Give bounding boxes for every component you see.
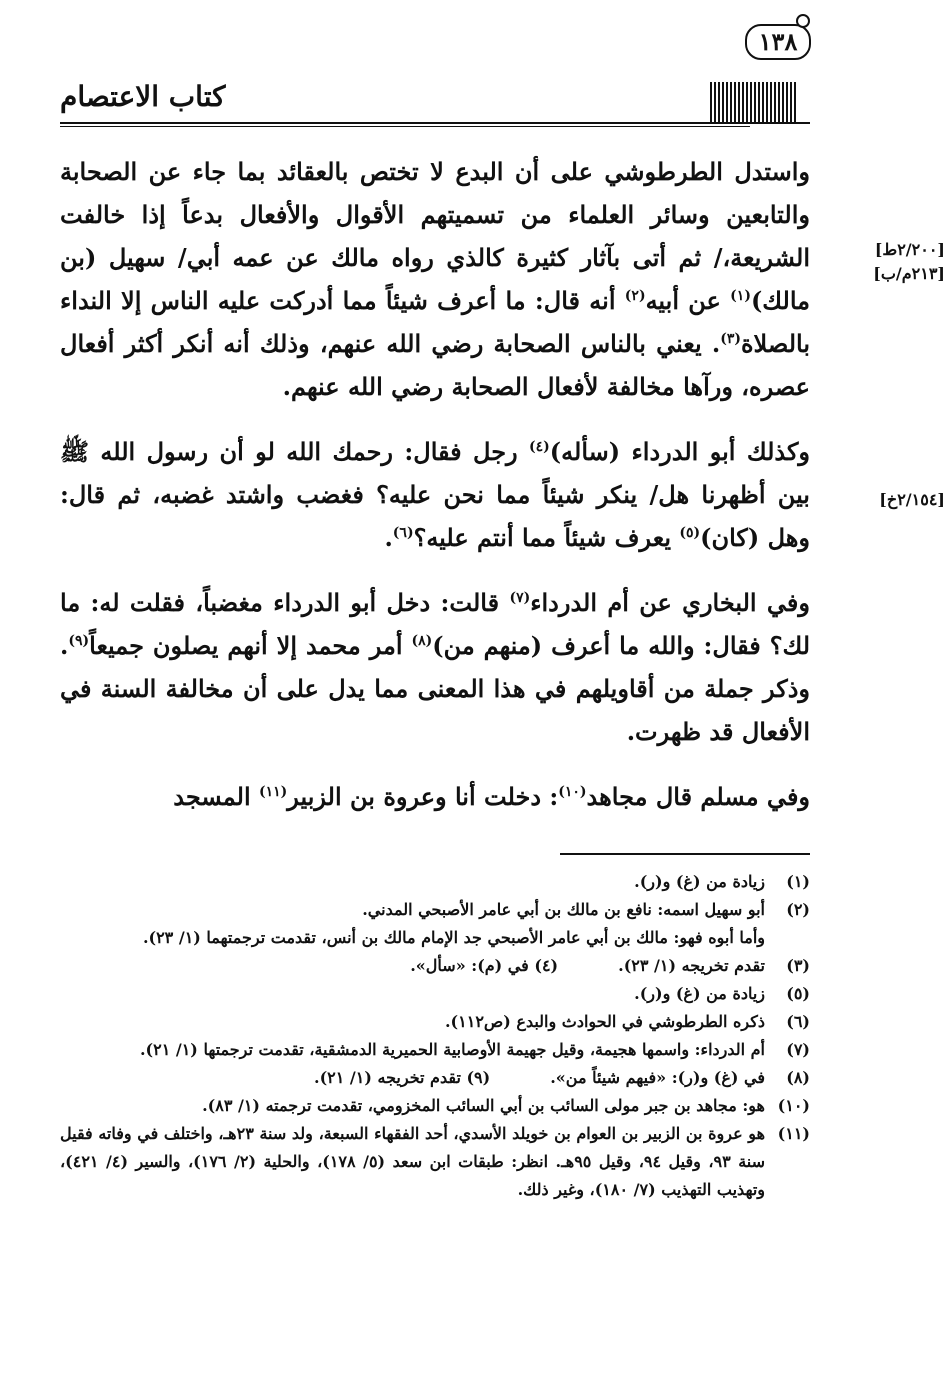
footnote xyxy=(60,980,810,1008)
footnote-number: (٩) xyxy=(466,1068,491,1087)
footnote-ref[interactable]: (٧) xyxy=(509,590,531,606)
footnote-ref[interactable]: (٥) xyxy=(679,525,701,541)
text-run: واستدل الطرطوشي على أن البدع لا تختص بالعقائد بما جاء عن الصحابة والتابعين وسائر العلماء من تسميتهم الأقوال والأفعال بدعاً إذا خالفت الشريعة،/ ثم أتى بآثار كثيرة كالذي رواه مالك عن عمه أبي/ سهيل (بن مالك) xyxy=(60,157,810,315)
footnote-text: زيادة من (غ) و(ر). xyxy=(634,984,765,1003)
footnote xyxy=(60,1064,810,1092)
paragraph xyxy=(60,775,810,818)
footnote-number: (٦) xyxy=(786,1012,810,1031)
text-run: . وذكر جملة من أقاويلهم في هذا المعنى مما يدل على أن مخالفة السنة في الأفعال قد ظهرت. xyxy=(60,631,810,746)
text-run: أمر محمد إلا أنهم يصلون جميعاً xyxy=(89,631,412,660)
footnote-number: (٥) xyxy=(786,984,810,1003)
text-run: أنه قال: ما أعرف شيئاً مما أدركت عليه الناس إلا النداء بالصلاة xyxy=(60,286,810,358)
footnote-number: (٤) xyxy=(534,956,559,975)
text-run: وفي البخاري عن أم الدرداء xyxy=(530,588,810,617)
text-run: . xyxy=(384,523,393,552)
footnote-text: هو: مجاهد بن جبر مولى السائب بن أبي السائب المخزومي، تقدمت ترجمته (١/ ٨٣). xyxy=(202,1096,765,1115)
footnote-text: في (غ) و(ر): «فيهم شيئاً من». xyxy=(550,1068,765,1087)
paragraph xyxy=(60,430,810,559)
footnote-text-pair xyxy=(60,952,765,980)
footnote-ref[interactable]: (٦) xyxy=(392,525,414,541)
footnote xyxy=(60,924,810,952)
text-run: وفي مسلم قال مجاهد xyxy=(586,782,810,811)
header-rule-thin xyxy=(60,126,750,127)
footnote-number: (٨) xyxy=(786,1068,810,1087)
text-run: رجل فقال: رحمك الله لو أن رسول الله ﷺ بين أظهرنا هل/ ينكر شيئاً مما نحن عليه؟ فغضب واشتد غضبه، ثم قال: وهل (كان) xyxy=(60,437,810,552)
text-run: وكذلك أبو الدرداء (سأله) xyxy=(549,437,810,466)
footnote-inline xyxy=(410,952,558,980)
header-rule xyxy=(60,122,810,124)
footnote-number: (٧) xyxy=(786,1040,810,1059)
footnotes xyxy=(60,868,810,1204)
footnote-text: هو عروة بن الزبير بن العوام بن خويلد الأسدي، أحد الفقهاء السبعة، ولد سنة ٢٣هـ، واختلف في وفاته فقيل سنة ٩٣، وقيل ٩٤، وقيل ٩٥هـ. انظر: طبقات ابن سعد (٥/ ١٧٨)، والحلية (٢/ ١٧٦)، والسير (٤/ ٤٢١)، وتهذيب التهذيب (٧/ ١٨٠)، وغير ذلك. xyxy=(60,1124,766,1199)
footnote xyxy=(60,1036,810,1064)
footnote-number: (١) xyxy=(786,872,810,891)
footnote-number: (١١) xyxy=(777,1124,810,1143)
page-header xyxy=(60,70,810,130)
footnote-separator xyxy=(560,853,810,855)
footnote-text: زيادة من (غ) و(ر). xyxy=(634,872,765,891)
footnote xyxy=(60,896,810,924)
footnote-ref[interactable]: (٣) xyxy=(720,331,741,347)
margin-note xyxy=(830,238,945,286)
footnote-text-pair xyxy=(60,1064,765,1092)
footnote-number: (٢) xyxy=(786,900,810,919)
text-run: . يعني بالناس الصحابة رضي الله عنهم، وذلك أنه أنكر أكثر أفعال عصره، ورآها مخالفة لأفعال الصحابة رضي الله عنهم. xyxy=(60,329,810,401)
footnote-inline xyxy=(314,1064,490,1092)
footnote xyxy=(60,1092,810,1120)
header-ornament xyxy=(710,82,800,122)
text-run: عن أبيه xyxy=(645,286,731,315)
text-run: : دخلت أنا وعروة بن الزبير xyxy=(287,782,559,811)
paragraph xyxy=(60,150,810,408)
text-run: يعرف شيئاً مما أنتم عليه؟ xyxy=(413,523,680,552)
footnote-ref[interactable]: (٤) xyxy=(529,439,550,455)
footnote-number: (١٠) xyxy=(777,1096,810,1115)
footnote-ref[interactable]: (١١) xyxy=(258,784,288,800)
footnote-text: تقدم تخريجه (١/ ٢١). xyxy=(314,1068,461,1087)
footnote xyxy=(60,868,810,896)
text-run: المسجد xyxy=(173,782,259,811)
footnote xyxy=(60,1120,810,1204)
footnote-number: (٣) xyxy=(786,956,810,975)
margin-note-text: [٢/٢٠٠ط] [٢١٣م/ب] xyxy=(873,240,945,283)
footnote-text: أم الدرداء: واسمها هجيمة، وقيل جهيمة الأوصابية الحميرية الدمشقية، تقدمت ترجمتها (١/ ٢١). xyxy=(139,1040,765,1059)
footnote-number xyxy=(765,924,810,952)
main-text xyxy=(60,150,810,840)
book-title: كتاب الاعتصام xyxy=(60,80,226,113)
footnote-text: تقدم تخريجه (١/ ٢٣). xyxy=(618,956,765,975)
page-badge-ornament xyxy=(796,14,810,28)
paragraph xyxy=(60,581,810,753)
footnote-ref[interactable]: (٩) xyxy=(68,633,90,649)
footnote-text: في (م): «سأل». xyxy=(410,956,529,975)
footnote-text: وأما أبوه فهو: مالك بن أبي عامر الأصبحي جد الإمام مالك بن أنس، تقدمت ترجمتهما (١/ ٢٣). xyxy=(142,928,765,947)
margin-note xyxy=(830,488,945,512)
footnote-ref[interactable]: (٨) xyxy=(411,633,433,649)
footnote-text: ذكره الطرطوشي في الحوادث والبدع (ص١١٢). xyxy=(444,1012,765,1031)
footnote xyxy=(60,1008,810,1036)
footnote-ref[interactable]: (٢) xyxy=(624,288,646,304)
footnote xyxy=(60,952,810,980)
margin-note-text: [٢/١٥٤خ] xyxy=(879,490,945,509)
text-run: قالت: دخل أبو الدرداء مغضباً، فقلت له: ما لك؟ فقال: والله ما أعرف (منهم من) xyxy=(60,588,811,660)
footnote-ref[interactable]: (١٠) xyxy=(558,784,587,800)
page-number: ١٣٨ xyxy=(745,24,811,60)
footnote-ref[interactable]: (١) xyxy=(730,288,751,304)
footnote-text: أبو سهيل اسمه: نافع بن مالك بن أبي عامر الأصبحي المدني. xyxy=(362,900,765,919)
